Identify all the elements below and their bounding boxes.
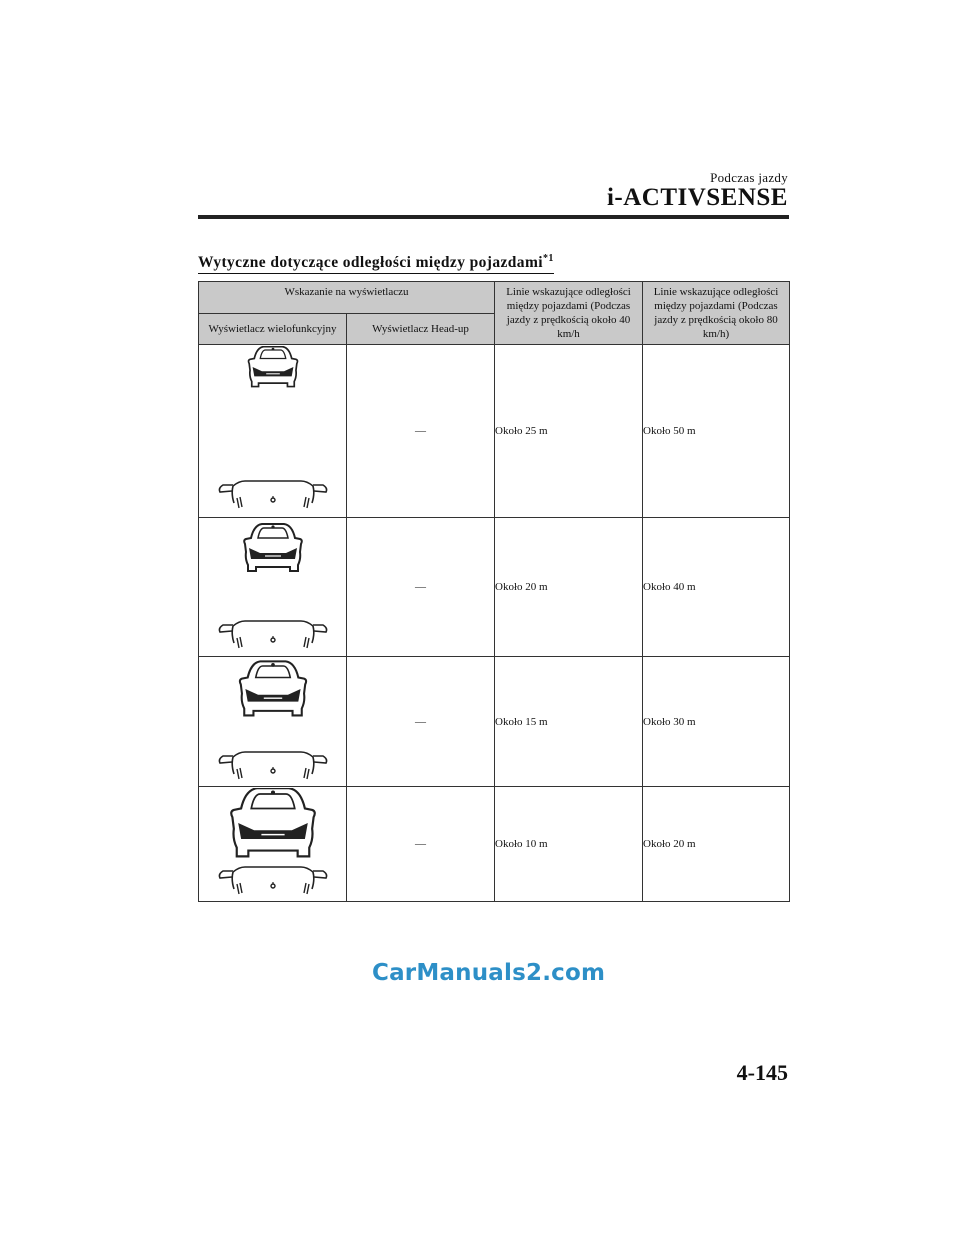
display-illustration-4 — [200, 788, 346, 901]
own-car-hood-icon — [219, 621, 326, 648]
headup-cell: — — [347, 657, 495, 787]
multifunction-display-illustration — [199, 345, 347, 518]
car-rear-view-icon — [248, 346, 297, 386]
multifunction-display-illustration — [199, 787, 347, 902]
car-rear-view-icon — [239, 661, 305, 715]
chapter-title: i-ACTIVSENSE — [606, 184, 788, 211]
heading-text: Wytyczne dotyczące odległości między pojazdami — [198, 254, 543, 272]
distance-40-cell: Około 25 m — [495, 345, 643, 518]
header-headup-display: Wyświetlacz Head-up — [347, 313, 495, 345]
section-heading — [198, 253, 554, 274]
header-rule — [198, 215, 789, 219]
distance-80-cell: Około 40 m — [643, 518, 790, 657]
distance-guide-table — [198, 281, 790, 902]
distance-40-cell: Około 20 m — [495, 518, 643, 657]
headup-cell: — — [347, 787, 495, 902]
headup-cell: — — [347, 518, 495, 657]
distance-40-cell: Około 10 m — [495, 787, 643, 902]
header-display-indication: Wskazanie na wyświetlaczu — [199, 282, 495, 314]
header-lines-40: Linie wskazujące odległości między pojazdami (Podczas jazdy z prędkością około 40 km/h — [495, 282, 643, 345]
headup-cell: — — [347, 345, 495, 518]
car-rear-view-icon — [231, 788, 315, 856]
distance-80-cell: Około 50 m — [643, 345, 790, 518]
heading-footnote-mark: *1 — [542, 253, 554, 264]
display-illustration-1 — [200, 346, 346, 517]
car-rear-view-icon — [244, 524, 302, 571]
watermark-link[interactable]: CarManuals2.com — [372, 960, 606, 986]
section-label: Podczas jazdy — [710, 170, 788, 185]
table-row — [199, 657, 790, 787]
distance-40-cell: Około 15 m — [495, 657, 643, 787]
header-multifunction-display: Wyświetlacz wielofunkcyjny — [199, 313, 347, 345]
page-number: 4-145 — [736, 1060, 788, 1085]
distance-80-cell: Około 30 m — [643, 657, 790, 787]
multifunction-display-illustration — [199, 657, 347, 787]
display-illustration-3 — [200, 658, 346, 786]
table-row — [199, 518, 790, 657]
display-illustration-2 — [200, 519, 346, 656]
own-car-hood-icon — [219, 752, 326, 779]
table-row — [199, 345, 790, 518]
distance-80-cell: Około 20 m — [643, 787, 790, 902]
header-lines-80: Linie wskazujące odległości między pojazdami (Podczas jazdy z prędkością około 80 km/h) — [643, 282, 790, 345]
own-car-hood-icon — [219, 481, 326, 508]
own-car-hood-icon — [219, 867, 326, 894]
multifunction-display-illustration — [199, 518, 347, 657]
table-header-row — [199, 282, 790, 314]
table-row — [199, 787, 790, 902]
